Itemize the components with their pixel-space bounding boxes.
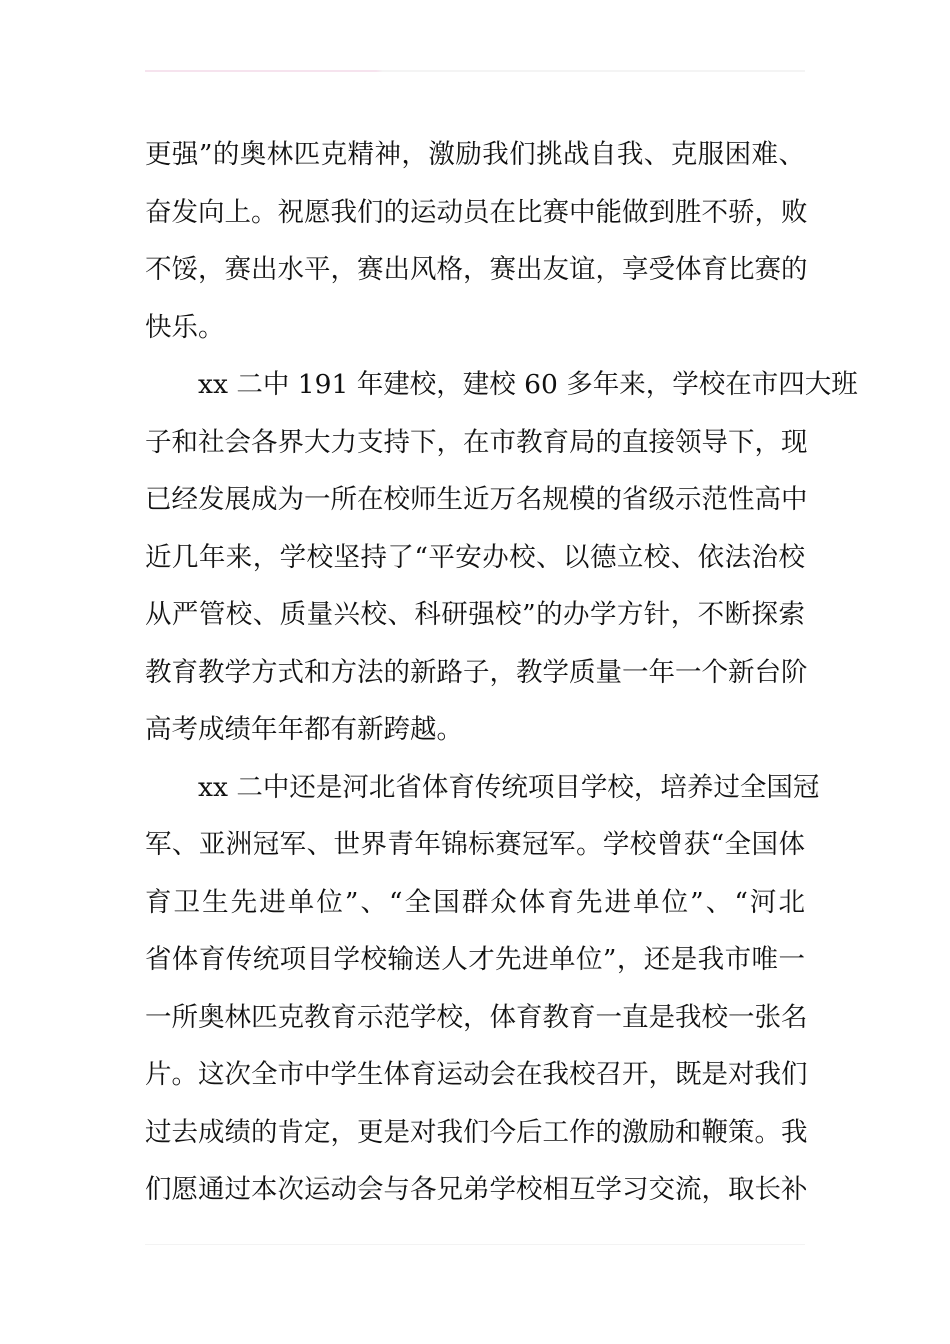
text-line: 军、亚洲冠军、世界青年锦标赛冠军。学校曾获“全国体 [145, 829, 805, 860]
header-rule [145, 70, 805, 72]
text-line: 快乐。 [145, 311, 225, 343]
paragraph-start-line: xx 二中还是河北省体育传统项目学校，培养过全国冠 [198, 771, 820, 803]
text-line: 已经发展成为一所在校师生近万名规模的省级示范性高中 [145, 484, 808, 515]
text-line: 不馁，赛出水平，赛出风格，赛出友谊，享受体育比赛的 [145, 254, 808, 285]
text-line: 们愿通过本次运动会与各兄弟学校相互学习交流，取长补 [145, 1174, 808, 1205]
text-line: 奋发向上。祝愿我们的运动员在比赛中能做到胜不骄，败 [145, 196, 808, 228]
text-line: 省体育传统项目学校输送人才先进单位”，还是我市唯一 [145, 944, 805, 975]
text-line: 子和社会各界大力支持下，在市教育局的直接领导下，现 [145, 426, 808, 458]
footer-rule [145, 1244, 805, 1245]
text-line: 片。这次全市中学生体育运动会在我校召开，既是对我们 [145, 1059, 808, 1090]
text-line: 高考成绩年年都有新跨越。 [145, 714, 463, 745]
text-line: 更强”的奥林匹克精神，激励我们挑战自我、克服困难、 [145, 139, 805, 170]
text-line: 育卫生先进单位”、“全国群众体育先进单位”、“河北 [145, 886, 805, 918]
text-line: 教育教学方式和方法的新路子，教学质量一年一个新台阶 [145, 656, 808, 688]
text-line: 近几年来，学校坚持了“平安办校、以德立校、依法治校 [145, 541, 805, 573]
text-line: 过去成绩的肯定，更是对我们今后工作的激励和鞭策。我 [145, 1116, 808, 1148]
text-line: 从严管校、质量兴校、科研强校”的办学方针，不断探索 [145, 599, 805, 630]
text-line: 一所奥林匹克教育示范学校，体育教育一直是我校一张名 [145, 1001, 808, 1033]
paragraph-start-line: xx 二中 191 年建校，建校 60 多年来，学校在市四大班 [198, 369, 858, 400]
body-text [145, 126, 858, 1219]
